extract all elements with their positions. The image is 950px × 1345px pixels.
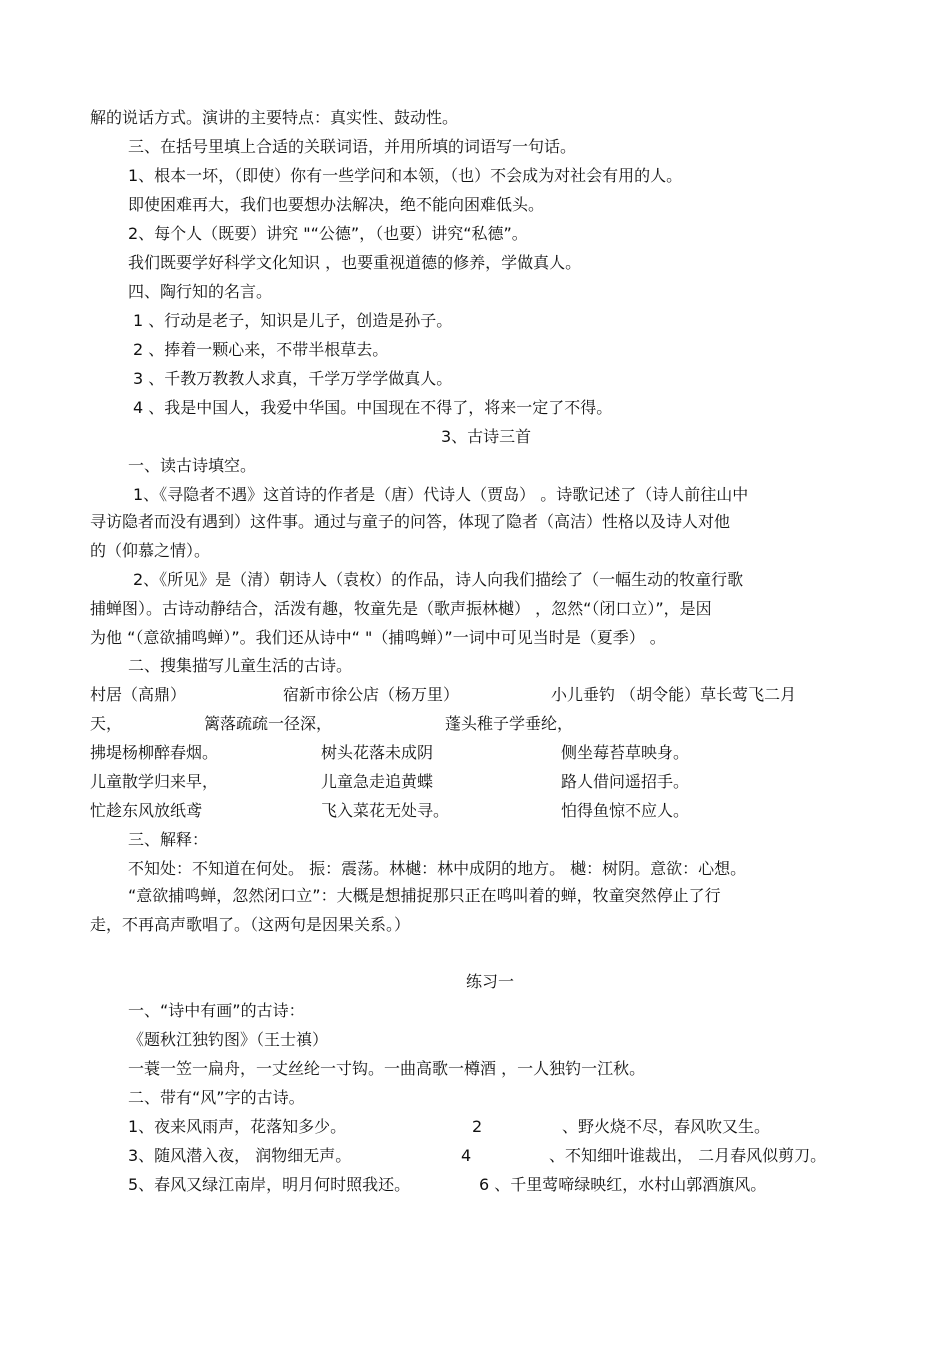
text-line: 三、解释： [128, 830, 209, 849]
text-line: 《题秋江独钓图》（王士禛） [128, 1030, 329, 1049]
text-line: 1、《寻隐者不遇》这首诗的作者是（唐）代诗人（贾岛） 。诗歌记述了（诗人前往山中 [133, 485, 749, 504]
text-line: 4 [461, 1146, 472, 1165]
text-line: 1、根本一坏，（即使）你有一些学问和本领，（也）不会成为对社会有用的人。 [128, 166, 683, 185]
text-line: 为他 “（意欲捕鸣蝉）”。我们还从诗中“ "（捕鸣蝉）”一词中可见当时是（夏季） 。 [90, 628, 666, 647]
text-line: 蓬头稚子学垂纶， [445, 714, 574, 733]
text-line: 5、春风又绿江南岸，明月何时照我还。 [128, 1175, 411, 1194]
text-line: 儿童散学归来早， [90, 772, 219, 791]
text-line: 二、带有“风”字的古诗。 [128, 1088, 305, 1107]
text-line: 、野火烧不尽，春风吹又生。 [562, 1117, 771, 1136]
text-line: 侧坐莓苔草映身。 [561, 743, 690, 762]
text-line: 飞入菜花无处寻。 [321, 801, 450, 820]
text-line: 捕蝉图）。古诗动静结合，活泼有趣，牧童先是（歌声振林樾） ，忽然“（闭口立）”，是因 [90, 599, 712, 618]
text-line: 儿童急走追黄蝶 [321, 772, 434, 791]
text-line: 练习一 [466, 972, 515, 991]
text-line: 解的说话方式。演讲的主要特点：真实性、鼓动性。 [90, 108, 459, 127]
text-line: 6 、千里莺啼绿映红，水村山郭酒旗风。 [479, 1175, 767, 1194]
text-line: 天， [90, 714, 123, 733]
text-line: 村居（高鼎） [90, 685, 187, 704]
text-line: 二、搜集描写儿童生活的古诗。 [128, 656, 353, 675]
text-line: 1 、行动是老子，知识是儿子，创造是孙子。 [133, 311, 453, 330]
text-line: 小儿垂钓 （胡令能）草长莺飞二月 [551, 685, 797, 704]
text-line: 篱落疏疏一径深， [204, 714, 333, 733]
text-line: 即使困难再大，我们也要想办法解决，绝不能向困难低头。 [128, 195, 545, 214]
text-line: 2 、捧着一颗心来，不带半根草去。 [133, 340, 389, 359]
text-line: 走，不再高声歌唱了。（这两句是因果关系。） [90, 915, 411, 934]
text-line: 2、每个人（既要）讲究 "“公德”，（也要）讲究“私德”。 [128, 224, 528, 243]
text-line: 不知处：不知道在何处。 振：震荡。林樾：林中成阴的地方。 樾：树阴。意欲：心想。 [128, 859, 747, 878]
text-line: “意欲捕鸣蝉，忽然闭口立”：大概是想捕捉那只正在鸣叫着的蝉，牧童突然停止了行 [128, 886, 721, 905]
text-line: 2 [472, 1117, 483, 1136]
text-line: 2、《所见》是（清）朝诗人（袁枚）的作品，诗人向我们描绘了（一幅生动的牧童行歌 [133, 570, 744, 589]
text-line: 1、夜来风雨声，花落知多少。 [128, 1117, 347, 1136]
text-line: 怕得鱼惊不应人。 [561, 801, 690, 820]
text-line: 我们既要学好科学文化知识 ，也要重视道德的修养，学做真人。 [128, 253, 582, 272]
text-line: 忙趁东风放纸鸢 [90, 801, 203, 820]
text-line: 四、陶行知的名言。 [128, 282, 273, 301]
text-line: 一、读古诗填空。 [128, 456, 257, 475]
text-line: 一蓑一笠一扁舟，一丈丝纶一寸钩。一曲高歌一樽酒 ，一人独钓一江秋。 [128, 1059, 646, 1078]
text-line: 寻访隐者而没有遇到）这件事。通过与童子的问答，体现了隐者（高洁）性格以及诗人对他 [90, 512, 731, 531]
text-line: 拂堤杨柳醉春烟。 [90, 743, 219, 762]
text-line: 3 、千教万教教人求真，千学万学学做真人。 [133, 369, 453, 388]
text-line: 3、随风潜入夜， 润物细无声。 [128, 1146, 352, 1165]
text-line: 路人借问遥招手。 [561, 772, 690, 791]
text-line: 树头花落未成阴 [321, 743, 434, 762]
text-line: 三、在括号里填上合适的关联词语，并用所填的词语写一句话。 [128, 137, 577, 156]
text-line: 的（仰慕之情）。 [90, 541, 211, 560]
text-line: 宿新市徐公店（杨万里） [283, 685, 460, 704]
text-line: 4 、我是中国人，我爱中华国。中国现在不得了，将来一定了不得。 [133, 398, 613, 417]
text-line: 、不知细叶谁裁出， 二月春风似剪刀。 [549, 1146, 827, 1165]
text-line: 一、“诗中有画”的古诗： [128, 1001, 305, 1020]
text-line: 3、古诗三首 [441, 427, 532, 446]
